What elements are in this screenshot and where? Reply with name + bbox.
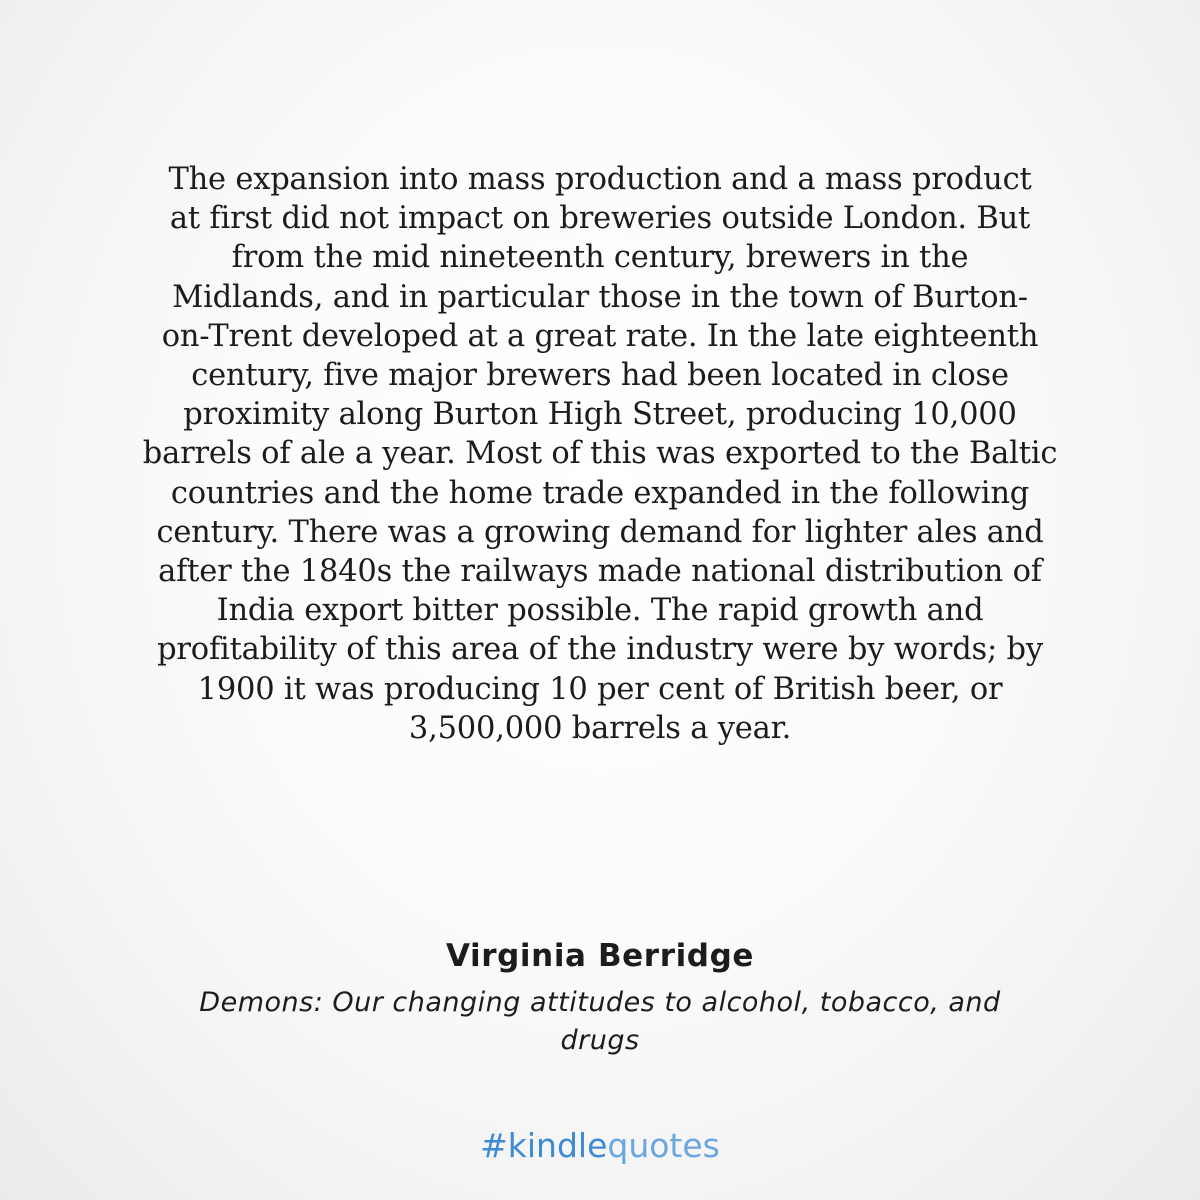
quote-line: 1900 it was producing 10 per cent of British beer, or <box>197 671 1003 707</box>
hashtag-suffix: quotes <box>607 1126 720 1165</box>
quote-line: on-Trent developed at a great rate. In the late eighteenth <box>161 318 1039 354</box>
quote-text <box>90 160 1110 748</box>
quote-line: from the mid nineteenth century, brewers in the <box>231 240 969 276</box>
quote-line: countries and the home trade expanded in the following <box>170 475 1030 511</box>
hashtag-prefix: #kindle <box>480 1126 608 1165</box>
author-name: Virginia Berridge <box>445 938 755 974</box>
quote-line: after the 1840s the railways made national distribution of <box>158 554 1042 590</box>
quote-line: century, five major brewers had been located in close <box>191 358 1009 394</box>
book-title-line: drugs <box>560 1025 640 1056</box>
quote-line: proximity along Burton High Street, producing 10,000 <box>183 397 1017 433</box>
quote-line: barrels of ale a year. Most of this was exported to the Baltic <box>142 436 1058 472</box>
quote-line: Midlands, and in particular those in the town of Burton- <box>172 279 1028 315</box>
book-title-line: Demons: Our changing attitudes to alcohol, tobacco, and <box>199 987 1001 1018</box>
quote-line: century. There was a growing demand for lighter ales and <box>156 514 1044 550</box>
quote-line: at first did not impact on breweries outside London. But <box>169 201 1031 237</box>
quote-line: 3,500,000 barrels a year. <box>408 710 792 746</box>
book-title <box>110 984 1090 1060</box>
kindlequotes-hashtag <box>0 1124 1200 1168</box>
quote-line: India export bitter possible. The rapid growth and <box>216 593 984 629</box>
quote-line: The expansion into mass production and a mass product <box>168 162 1032 197</box>
quote-line: profitability of this area of the industry were by words; by <box>157 632 1043 668</box>
